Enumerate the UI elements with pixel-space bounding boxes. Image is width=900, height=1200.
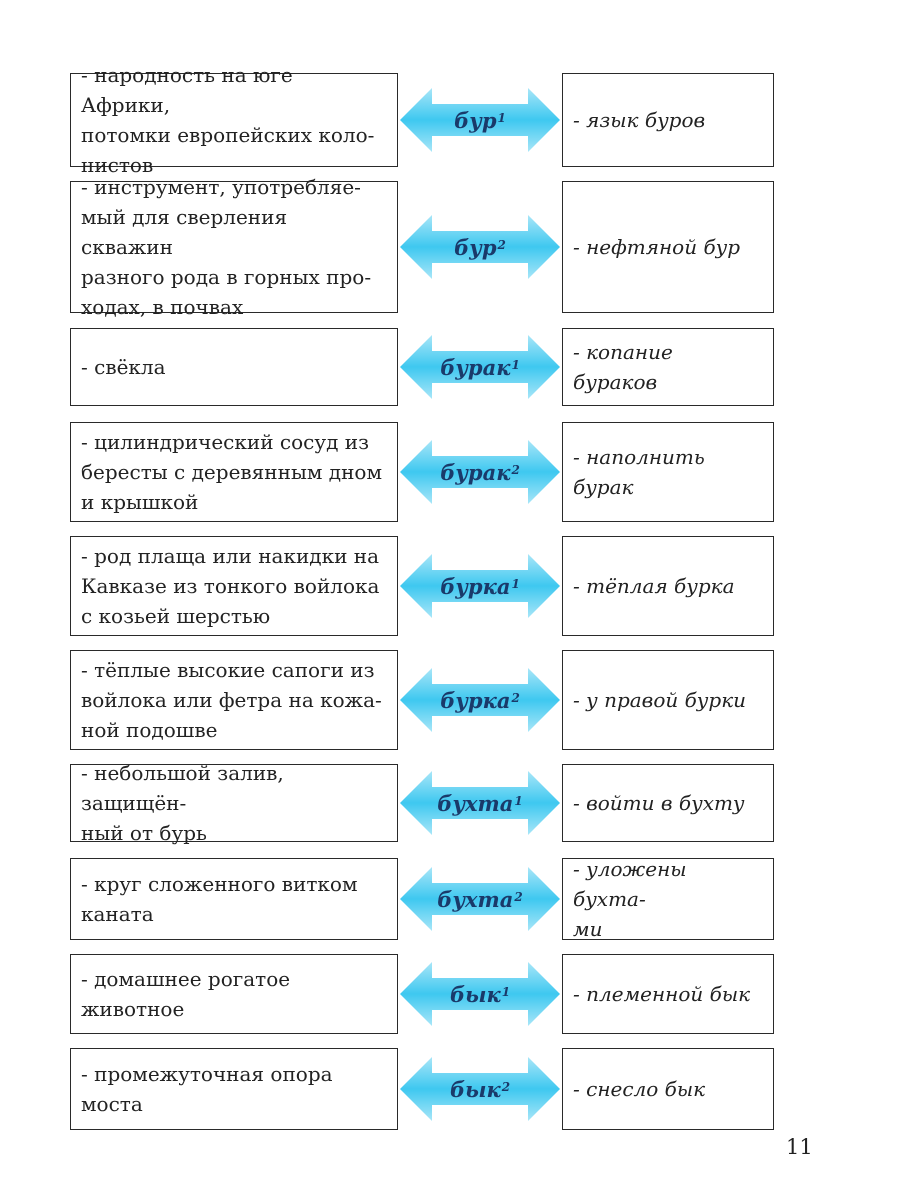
example-box (562, 536, 774, 636)
definition-text: - цилиндрический сосуд из бересты с деревянным дном и крышкой (81, 430, 383, 514)
double-arrow-icon (398, 863, 562, 935)
example-box (562, 650, 774, 750)
double-arrow-icon (398, 211, 562, 283)
definition-box (70, 1048, 398, 1130)
homonym-index: 1 (501, 985, 511, 999)
homonym-word-text: бык (449, 981, 501, 1007)
homonym-word-text: бурак (440, 459, 511, 485)
definition-text: - инструмент, употребляе- мый для сверления скважин разного рода в горных про- ходах, в почвах (81, 175, 372, 319)
example-text: - уложены бухта- ми (573, 857, 687, 941)
homonym-index: 2 (511, 463, 520, 477)
definition-text: - небольшой залив, защищён- ный от бурь (81, 761, 284, 845)
definition-text: - круг сложенного витком каната (81, 872, 358, 926)
page-number: 11 (786, 1135, 813, 1159)
example-box (562, 73, 774, 167)
example-text: - наполнить бурак (573, 445, 705, 499)
definition-text: - народность на юге Африки, потомки европейских коло- нистов (81, 63, 375, 177)
homonym-word-text: бык (449, 1076, 501, 1102)
homonym-index: 1 (514, 794, 523, 808)
example-text: - нефтяной бур (573, 235, 741, 259)
homonym-index: 2 (511, 691, 520, 705)
definition-text: - свёкла (81, 355, 166, 379)
homonym-word-text: бур (454, 234, 497, 260)
double-arrow-icon (398, 331, 562, 403)
example-box (562, 422, 774, 522)
example-text: - тёплая бурка (573, 574, 735, 598)
definition-text: - тёплые высокие сапоги из войлока или фетра на кожа- ной подошве (81, 658, 382, 742)
double-arrow-icon (398, 958, 562, 1030)
definition-box (70, 761, 398, 845)
example-text: - язык буров (573, 108, 706, 132)
double-arrow-icon (398, 436, 562, 508)
double-arrow-icon (398, 767, 562, 839)
example-box (562, 954, 774, 1034)
definition-box (70, 422, 398, 522)
homonym-word-text: бухта (437, 886, 514, 912)
example-box (562, 764, 774, 842)
example-text: - войти в бухту (573, 791, 745, 815)
example-box (562, 181, 774, 313)
definition-box (70, 63, 398, 177)
homonym-index: 2 (497, 238, 506, 252)
definition-box (70, 954, 398, 1034)
definition-text: - промежуточная опора моста (81, 1062, 333, 1116)
homonym-word-text: бурка (440, 573, 511, 599)
homonym-index: 2 (501, 1080, 511, 1094)
example-text: - у правой бурки (573, 688, 747, 712)
double-arrow-icon (398, 84, 562, 156)
homonym-index: 1 (511, 358, 520, 372)
homonym-index: 1 (497, 111, 506, 125)
example-text: - снесло бык (573, 1077, 706, 1101)
example-text: - копание бураков (573, 340, 673, 394)
example-text: - племенной бык (573, 982, 751, 1006)
homonym-word-text: бухта (437, 790, 514, 816)
double-arrow-icon (398, 1053, 562, 1125)
definition-box (70, 858, 398, 940)
definition-box (70, 328, 398, 406)
double-arrow-icon (398, 550, 562, 622)
definition-box (70, 175, 398, 319)
homonym-word-text: бурка (440, 687, 511, 713)
homonym-word-text: бурак (440, 354, 511, 380)
homonym-index: 2 (514, 890, 523, 904)
homonym-word-text: бур (454, 107, 497, 133)
definition-text: - род плаща или накидки на Кавказе из тонкого войлока с козьей шерстью (81, 544, 380, 628)
definition-box (70, 536, 398, 636)
definition-text: - домашнее рогатое животное (81, 967, 291, 1021)
definition-box (70, 650, 398, 750)
example-box (562, 1048, 774, 1130)
example-box (562, 858, 774, 940)
example-box (562, 328, 774, 406)
homonym-index: 1 (511, 577, 520, 591)
double-arrow-icon (398, 664, 562, 736)
